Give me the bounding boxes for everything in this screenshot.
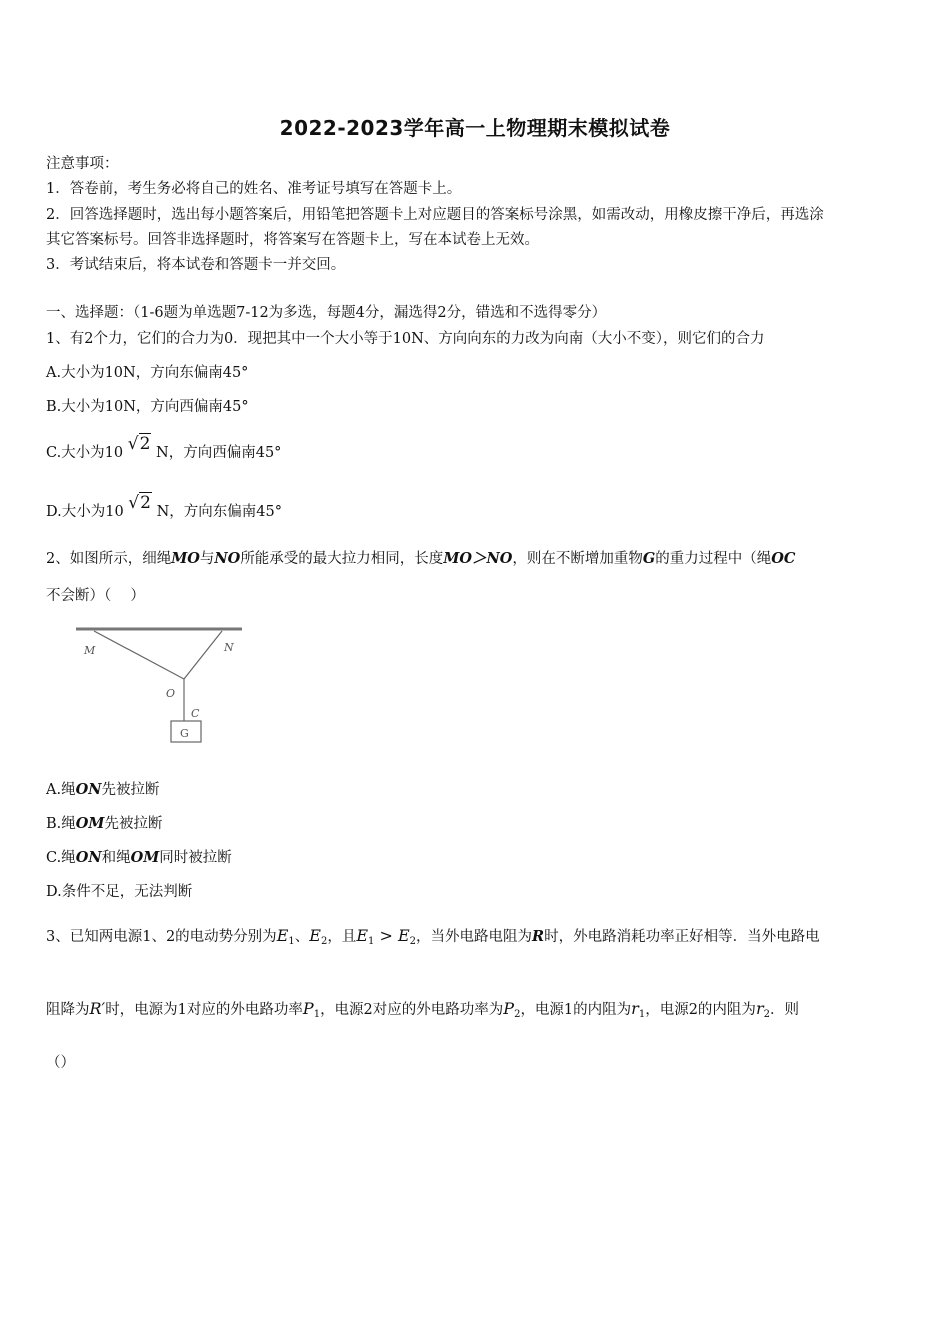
sqrt-arg: 2 [139, 434, 151, 454]
p-letter: P [302, 999, 314, 1018]
q2-text: 的重力过程中（绳 [655, 551, 772, 567]
var-e2 [398, 926, 416, 945]
e-letter: E [276, 926, 289, 945]
q2-var-mo: MO [171, 550, 200, 567]
q2-c-text: 同时被拉断 [159, 850, 232, 866]
sqrt-symbol [128, 493, 152, 513]
notice-item-2-cont: 其它答案标号。回答非选择题时，将答案写在答题卡上，写在本试卷上无效。 [46, 232, 539, 248]
q2-var-g: G [642, 550, 656, 567]
sub-2: 2 [320, 936, 328, 947]
sub-1: 1 [288, 936, 295, 947]
q2-stem-line1 [46, 547, 795, 568]
q3-line3: （） [46, 1055, 75, 1071]
q2-text: 2、如图所示，细绳 [46, 551, 172, 567]
q2-option-c [46, 846, 232, 867]
e-letter: E [309, 926, 321, 945]
q2-a-var: ON [75, 781, 102, 798]
sub-2: 2 [514, 1009, 521, 1020]
r-letter: r [755, 999, 764, 1018]
p-letter: P [503, 999, 515, 1018]
q1-option-a: A.大小为10N，方向东偏南45° [46, 365, 249, 381]
q2-var-cmp: MO＞NO [443, 550, 513, 567]
q3-text: 、 [294, 929, 310, 945]
q1-option-c-prefix: C.大小为10 [46, 445, 124, 461]
q2-option-d: D.条件不足，无法判断 [46, 884, 193, 900]
q2-c-text: 和绳 [101, 850, 131, 866]
q3-text: ，电源1的内阻为 [520, 1002, 632, 1018]
section-heading: 一、选择题：（1-6题为单选题7-12为多选，每题4分，漏选得2分，错选和不选得零分） [46, 305, 607, 321]
var-e1 [356, 926, 374, 945]
q2-b-text: 先被拉断 [104, 816, 163, 832]
q2-b-var: OM [75, 815, 105, 832]
q3-text: 时，外电路消耗功率正好相等．当外电路电 [544, 929, 820, 945]
label-o: O [166, 687, 176, 700]
sqrt-symbol [128, 434, 152, 454]
label-c: C [191, 707, 200, 720]
page-title: 2022-2023学年高一上物理期末模拟试卷 [279, 116, 671, 140]
r-letter: r [631, 999, 639, 1018]
notice-item-3: 3．考试结束后，将本试卷和答题卡一并交回。 [46, 257, 346, 273]
q2-text: ，则在不断增加重物 [512, 551, 643, 567]
var-p2 [503, 999, 520, 1018]
e-letter: E [397, 926, 410, 945]
sub-1: 1 [368, 936, 375, 947]
q3-text: ，电源2的内阻为 [645, 1002, 756, 1018]
var-r-prime: R′ [89, 999, 106, 1018]
q2-a-text: A.绳 [46, 782, 76, 798]
q2-c-var: ON [75, 849, 102, 866]
q2-var-no: NO [214, 550, 241, 567]
gt-sign: > [374, 926, 398, 945]
sub-2: 2 [409, 936, 417, 947]
q2-c-var: OM [130, 849, 160, 866]
var-r: R [532, 928, 545, 945]
sub-2: 2 [763, 1009, 770, 1020]
q2-text: 与 [199, 551, 215, 567]
sub-1: 1 [313, 1009, 321, 1020]
q3-text: 阻降为 [46, 1002, 90, 1018]
q2-var-oc: OC [771, 550, 796, 567]
q3-line1 [46, 925, 820, 947]
sub-1: 1 [638, 1009, 646, 1020]
sqrt-sign: √ [127, 434, 139, 454]
q2-text: 所能承受的最大拉力相同，长度 [240, 551, 444, 567]
q3-text: ，当外电路电阻为 [416, 929, 533, 945]
notice-item-1: 1．答卷前，考生务必将自己的姓名、准考证号填写在答题卡上。 [46, 181, 462, 197]
sqrt-sign: √ [128, 493, 140, 513]
q2-c-text: C.绳 [46, 850, 76, 866]
notice-item-2: 2．回答选择题时，选出每小题答案后，用铅笔把答题卡上对应题目的答案标号涂黑，如需改动，用橡皮擦干净后，再选涂 [46, 207, 824, 223]
rope-no [184, 631, 222, 679]
label-g: G [180, 727, 189, 740]
q1-option-d [46, 493, 282, 521]
q1-option-b: B.大小为10N，方向西偏南45° [46, 399, 249, 415]
q1-option-c-suffix: N，方向西偏南45° [156, 445, 282, 461]
q3-text: ，且 [327, 929, 357, 945]
rope-diagram [72, 623, 248, 747]
e-letter: E [356, 926, 368, 945]
q2-stem-line2: 不会断）（ ） [46, 588, 145, 604]
rope-mo [94, 631, 184, 679]
label-m: M [84, 644, 96, 657]
q1-option-d-prefix: D.大小为10 [46, 504, 124, 520]
q2-option-a [46, 778, 159, 799]
q2-a-text: 先被拉断 [101, 782, 160, 798]
q1-option-c [46, 434, 282, 462]
var-r1 [631, 999, 645, 1018]
q3-line2 [46, 998, 799, 1020]
q2-b-text: B.绳 [46, 816, 76, 832]
var-e2 [309, 926, 327, 945]
notice-heading: 注意事项： [46, 156, 119, 172]
label-n: N [224, 641, 234, 654]
q1-option-d-suffix: N，方向东偏南45° [156, 504, 282, 520]
q3-text: 时，电源为1对应的外电路功率 [105, 1002, 303, 1018]
q3-text: ，电源2对应的外电路功率为 [320, 1002, 504, 1018]
q2-option-b [46, 812, 162, 833]
var-r2 [756, 999, 770, 1018]
q3-text: ．则 [769, 1002, 799, 1018]
q3-text: 3、已知两电源1、2的电动势分别为 [46, 929, 277, 945]
var-p1 [303, 999, 320, 1018]
var-e1 [277, 926, 295, 945]
q1-stem: 1、有2个力，它们的合力为0．现把其中一个大小等于10N、方向向东的力改为向南（大小不变），则它们的合力 [46, 331, 765, 347]
sqrt-arg: 2 [140, 493, 151, 513]
